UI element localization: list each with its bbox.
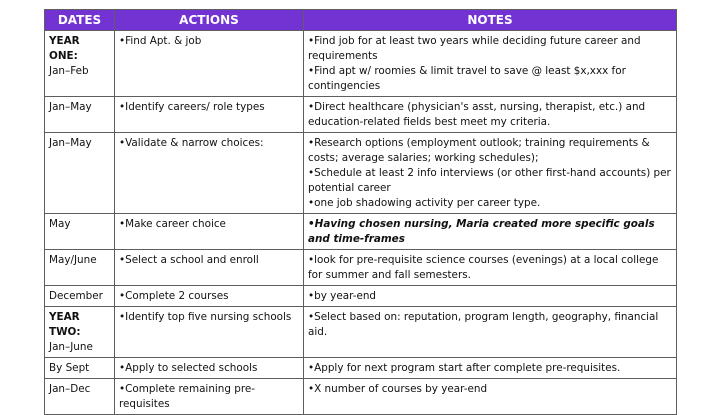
- date-text: Jan–Dec: [49, 383, 91, 395]
- career-plan-table: [44, 9, 677, 415]
- date-cell: [45, 358, 115, 379]
- note-item: •Having chosen nursing, Maria created more specific goals and time-frames: [308, 218, 655, 245]
- date-cell: [45, 97, 115, 133]
- note-item: •one job shadowing activity per career type.: [308, 197, 541, 209]
- note-item: •Schedule at least 2 info interviews (or other first-hand accounts) per potential career: [308, 167, 671, 194]
- action-item: •Find Apt. & job: [119, 35, 202, 47]
- action-item: •Select a school and enroll: [119, 254, 259, 266]
- date-cell: [45, 379, 115, 415]
- date-cell: [45, 307, 115, 358]
- date-cell: [45, 133, 115, 214]
- date-text: May/June: [49, 254, 97, 266]
- date-text: Jan–Feb: [49, 65, 89, 77]
- action-cell: [115, 250, 304, 286]
- table-row: [45, 133, 677, 214]
- action-cell: [115, 133, 304, 214]
- table-row: [45, 286, 677, 307]
- action-cell: [115, 358, 304, 379]
- action-item: •Make career choice: [119, 218, 226, 230]
- year-label: YEAR TWO:: [49, 311, 81, 338]
- date-text: December: [49, 290, 103, 302]
- action-cell: [115, 214, 304, 250]
- action-cell: [115, 31, 304, 97]
- notes-cell: [304, 358, 677, 379]
- notes-cell: [304, 250, 677, 286]
- action-cell: [115, 379, 304, 415]
- date-text: May: [49, 218, 71, 230]
- notes-cell: [304, 286, 677, 307]
- note-item: •Apply for next program start after complete pre-requisites.: [308, 362, 621, 374]
- note-item: •Select based on: reputation, program length, geography, financial aid.: [308, 311, 659, 338]
- notes-cell: [304, 307, 677, 358]
- table-row: [45, 97, 677, 133]
- action-item: •Validate & narrow choices:: [119, 137, 264, 149]
- note-item: •Find apt w/ roomies & limit travel to save @ least $x,xxx for contingencies: [308, 65, 626, 92]
- date-cell: [45, 31, 115, 97]
- actions-header: ACTIONS: [115, 10, 304, 31]
- notes-cell: [304, 379, 677, 415]
- notes-cell: [304, 133, 677, 214]
- table-row: [45, 307, 677, 358]
- date-cell: [45, 250, 115, 286]
- date-text: Jan–June: [49, 341, 93, 353]
- date-text: Jan–May: [49, 101, 92, 113]
- action-item: •Complete remaining pre-requisites: [119, 383, 256, 410]
- action-cell: [115, 286, 304, 307]
- notes-header: NOTES: [304, 10, 677, 31]
- dates-header: DATES: [45, 10, 115, 31]
- table-row: [45, 250, 677, 286]
- action-item: •Identify careers/ role types: [119, 101, 265, 113]
- notes-cell: [304, 31, 677, 97]
- table-row: [45, 358, 677, 379]
- header-row: [45, 10, 677, 31]
- action-cell: [115, 307, 304, 358]
- date-text: Jan–May: [49, 137, 92, 149]
- note-item: •X number of courses by year-end: [308, 383, 488, 395]
- date-cell: [45, 286, 115, 307]
- action-cell: [115, 97, 304, 133]
- action-item: •Apply to selected schools: [119, 362, 258, 374]
- date-cell: [45, 214, 115, 250]
- table-row: [45, 214, 677, 250]
- note-item: •by year-end: [308, 290, 377, 302]
- table-row: [45, 31, 677, 97]
- note-item: •Find job for at least two years while deciding future career and requirements: [308, 35, 641, 62]
- year-label: YEAR ONE:: [49, 35, 80, 62]
- action-item: •Identify top five nursing schools: [119, 311, 292, 323]
- note-item: •Research options (employment outlook; training requirements & costs; average salaries; working schedules);: [308, 137, 650, 164]
- table-body: [45, 31, 677, 415]
- notes-cell: [304, 97, 677, 133]
- date-text: By Sept: [49, 362, 90, 374]
- table-row: [45, 379, 677, 415]
- action-item: •Complete 2 courses: [119, 290, 229, 302]
- notes-cell: [304, 214, 677, 250]
- note-item: •look for pre-requisite science courses (evenings) at a local college for summer and fall semesters.: [308, 254, 659, 281]
- note-item: •Direct healthcare (physician's asst, nursing, therapist, etc.) and education-related fields best meet my criteria.: [308, 101, 646, 128]
